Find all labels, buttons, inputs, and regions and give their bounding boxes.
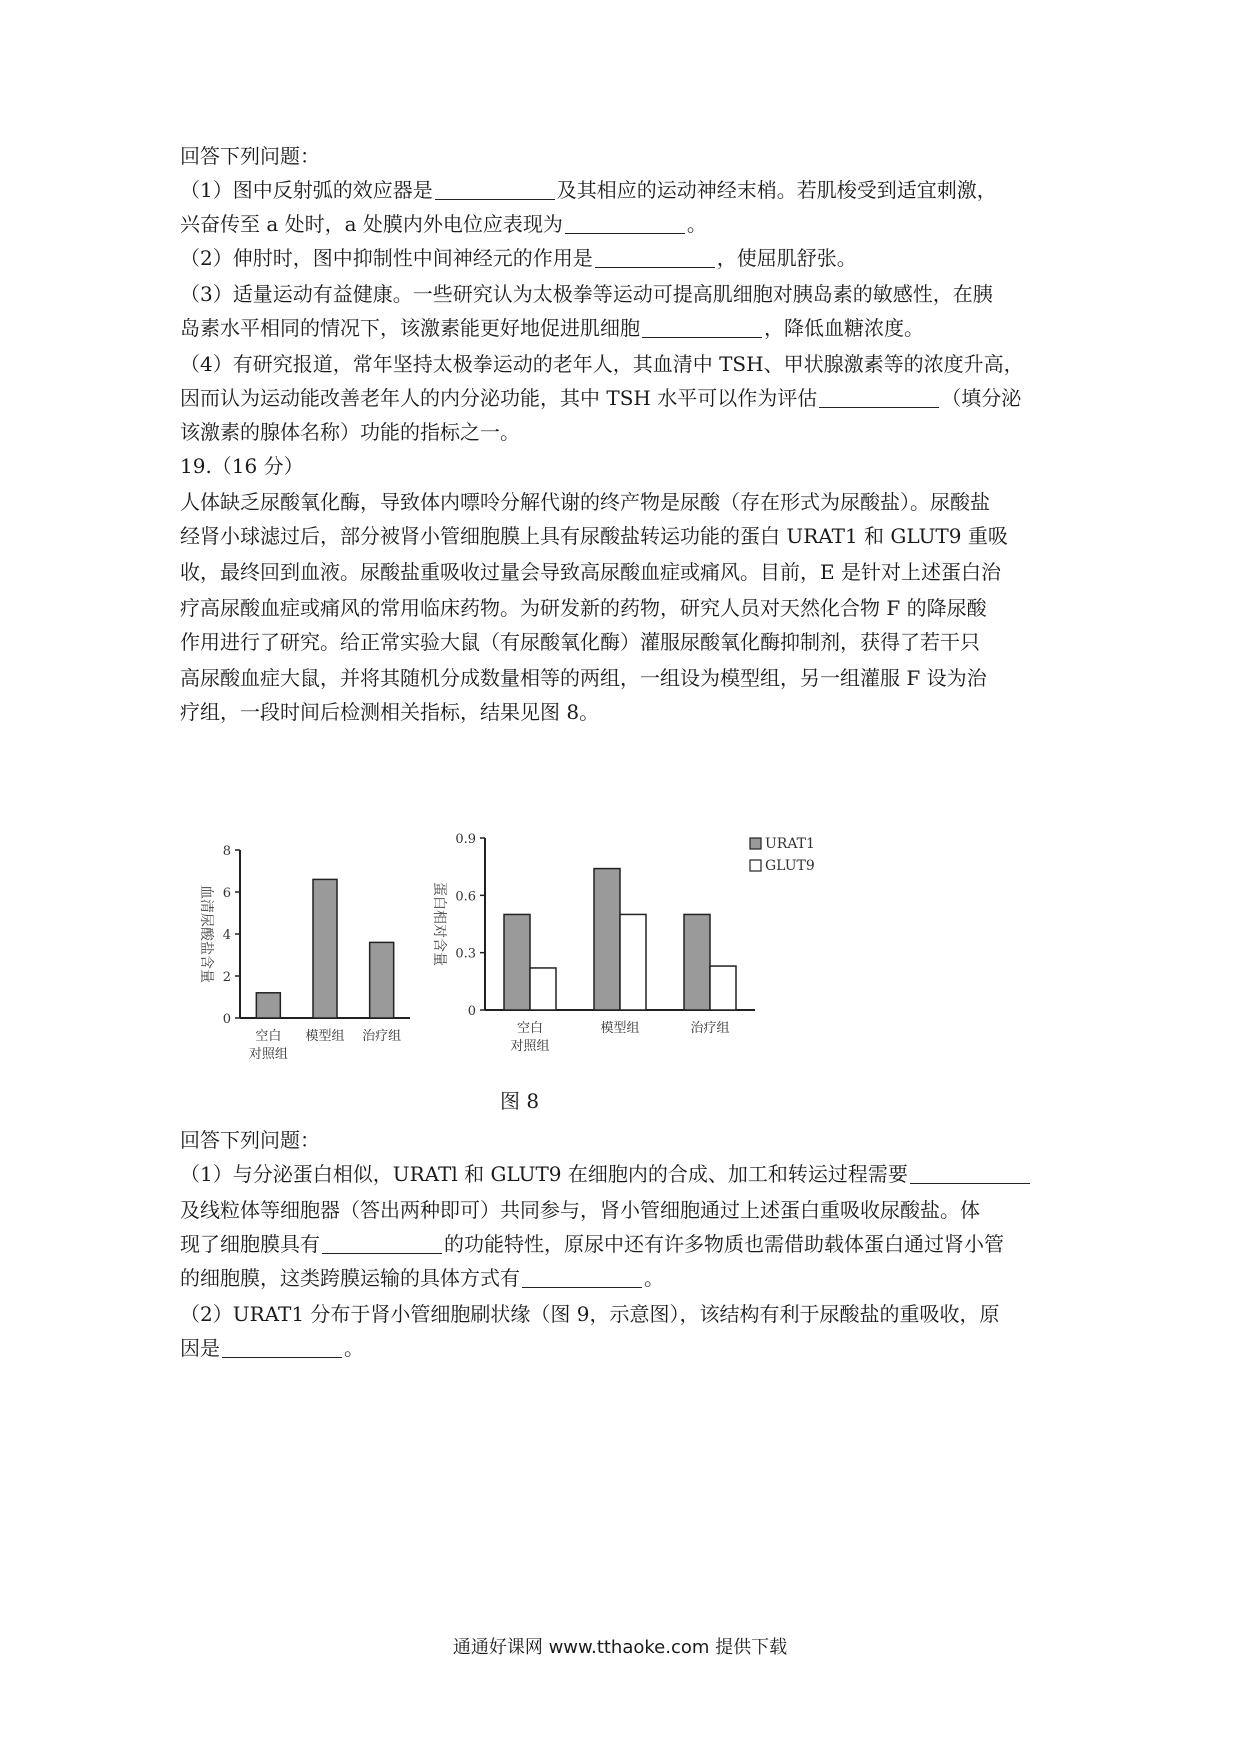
chart2-y-tick-label: 0.9 bbox=[455, 832, 476, 847]
figure-8 bbox=[180, 830, 1080, 1090]
q19-p1-text-d: 的功能特性，原尿中还有许多物质也需借助载体蛋白通过肾小管 bbox=[444, 1232, 1004, 1256]
chart2-x-tick-label: 对照组 bbox=[510, 1039, 550, 1054]
q19-p1-text-e: 的细胞膜，这类跨膜运输的具体方式有 bbox=[180, 1266, 520, 1290]
chart2-bar-glut9 bbox=[710, 966, 736, 1010]
q19-p1-text-a: （1）与分泌蛋白相似，URATl 和 GLUT9 在细胞内的合成、加工和转运过程需要 bbox=[180, 1162, 908, 1186]
chart2-y-tick-label: 0.3 bbox=[455, 946, 476, 962]
q18-p1-text-c: 兴奋传至 a 处时，a 处膜内外电位应表现为 bbox=[180, 212, 563, 236]
q18-p3-text-c: ，降低血糖浓度。 bbox=[764, 316, 924, 340]
q18-part1-line2 bbox=[180, 210, 1070, 238]
answer-blank[interactable] bbox=[595, 247, 715, 268]
chart2-bar-glut9 bbox=[620, 914, 646, 1010]
figure-8-charts bbox=[180, 830, 1080, 1090]
q19-p1-text-c: 现了细胞膜具有 bbox=[180, 1232, 320, 1256]
figure-caption: 图 8 bbox=[500, 1089, 540, 1113]
chart1-y-tick-label: 4 bbox=[222, 928, 231, 943]
q19-intro-line: 疗组，一段时间后检测相关指标，结果见图 8。 bbox=[180, 700, 600, 724]
chart1-y-axis-label: 血清尿酸盐含量 bbox=[198, 885, 214, 983]
chart2-x-tick-label: 模型组 bbox=[600, 1021, 640, 1036]
chart2-bar-urat1 bbox=[594, 869, 620, 1010]
q18-part4-line3: 该激素的腺体名称）功能的指标之一。 bbox=[180, 420, 520, 444]
q18-p1-text-d: 。 bbox=[686, 212, 707, 236]
q19-part1-line2: 及线粒体等细胞器（答出两种即可）共同参与，肾小管细胞通过上述蛋白重吸收尿酸盐。体 bbox=[180, 1198, 980, 1222]
q18-part3-line1: （3）适量运动有益健康。一些研究认为太极拳等运动可提高肌细胞对胰岛素的敏感性，在胰 bbox=[180, 282, 993, 306]
chart2-y-tick-label: 0.6 bbox=[455, 889, 476, 905]
chart1-y-tick-label: 0 bbox=[222, 1012, 231, 1027]
answer-blank[interactable] bbox=[522, 1267, 642, 1288]
chart2-legend-swatch bbox=[750, 860, 761, 871]
chart2-y-axis-label: 蛋白相对含量 bbox=[431, 882, 447, 966]
q19-part1-line4 bbox=[180, 1264, 1070, 1292]
answer-blank[interactable] bbox=[222, 1337, 342, 1358]
q19-part1-line1 bbox=[180, 1160, 1070, 1188]
answer-blank[interactable] bbox=[322, 1233, 442, 1254]
q19-answer-prompt: 回答下列问题： bbox=[180, 1128, 320, 1152]
chart2-legend-label: GLUT9 bbox=[765, 858, 815, 874]
q18-answer-prompt: 回答下列问题： bbox=[180, 144, 320, 168]
q19-part1-line3 bbox=[180, 1230, 1070, 1258]
q18-p3-text-b: 岛素水平相同的情况下，该激素能更好地促进肌细胞 bbox=[180, 316, 640, 340]
chart2-bar-urat1 bbox=[504, 914, 530, 1010]
q18-p1-text-b: 及其相应的运动神经末梢。若肌梭受到适宜刺激， bbox=[556, 178, 997, 202]
q19-intro-line: 疗高尿酸血症或痛风的常用临床药物。为研发新的药物，研究人员对天然化合物 F 的降尿酸 bbox=[180, 596, 987, 620]
q18-p1-text-a: （1）图中反射弧的效应器是 bbox=[180, 178, 433, 202]
q18-p2-text-a: （2）伸肘时，图中抑制性中间神经元的作用是 bbox=[180, 246, 593, 270]
q18-p4-text-c: （填分泌 bbox=[941, 386, 1022, 410]
chart1-bar bbox=[313, 879, 337, 1018]
chart2-y-tick-label: 0 bbox=[467, 1004, 476, 1019]
q19-heading: 19.（16 分） bbox=[180, 454, 304, 478]
chart2-x-tick-label: 空白 bbox=[516, 1021, 544, 1036]
q18-part3-line2 bbox=[180, 314, 1070, 342]
answer-blank[interactable] bbox=[565, 213, 685, 234]
q19-intro-line: 高尿酸血症大鼠，并将其随机分成数量相等的两组，一组设为模型组，另一组灌服 F 设为治 bbox=[180, 666, 987, 690]
chart1-x-tick-label: 模型组 bbox=[305, 1029, 345, 1044]
answer-blank[interactable] bbox=[819, 387, 939, 408]
chart1-bar bbox=[370, 942, 394, 1018]
answer-blank[interactable] bbox=[642, 317, 762, 338]
q18-p2-text-b: ，使屈肌舒张。 bbox=[716, 246, 857, 270]
q18-part2 bbox=[180, 244, 1070, 272]
q19-intro-line: 收，最终回到血液。尿酸盐重吸收过量会导致高尿酸血症或痛风。目前，E 是针对上述蛋白治 bbox=[180, 560, 1001, 584]
q19-intro-line: 作用进行了研究。给正常实验大鼠（有尿酸氧化酶）灌服尿酸氧化酶抑制剂，获得了若干只 bbox=[180, 630, 980, 654]
answer-blank[interactable] bbox=[910, 1163, 1030, 1184]
q19-p2-text-c: 。 bbox=[344, 1336, 364, 1360]
q19-intro-line: 人体缺乏尿酸氧化酶，导致体内嘌呤分解代谢的终产物是尿酸（存在形式为尿酸盐）。尿酸盐 bbox=[180, 490, 990, 514]
chart1-x-tick-label: 对照组 bbox=[248, 1047, 288, 1062]
chart2-legend-swatch bbox=[750, 838, 761, 849]
q18-part4-line2 bbox=[180, 384, 1070, 412]
chart2-bar-urat1 bbox=[684, 914, 710, 1010]
q18-p4-text-b: 因而认为运动能改善老年人的内分泌功能，其中 TSH 水平可以作为评估 bbox=[180, 386, 818, 410]
chart2-bar-glut9 bbox=[530, 968, 556, 1010]
chart2-x-tick-label: 治疗组 bbox=[690, 1021, 730, 1036]
q19-part2-line1: （2）URAT1 分布于肾小管细胞刷状缘（图 9，示意图），该结构有利于尿酸盐的重吸收，原 bbox=[180, 1302, 1000, 1326]
q18-part4-line1: （4）有研究报道，常年坚持太极拳运动的老年人，其血清中 TSH、甲状腺激素等的浓度升高， bbox=[180, 352, 1024, 376]
q19-part2-line2 bbox=[180, 1334, 1070, 1362]
chart1-x-tick-label: 治疗组 bbox=[362, 1029, 402, 1044]
q18-part1-line1 bbox=[180, 176, 1070, 204]
chart1-x-tick-label: 空白 bbox=[255, 1029, 282, 1044]
footer-credit: 通通好课网 www.tthaoke.com 提供下载 bbox=[452, 1637, 788, 1658]
chart1-y-tick-label: 8 bbox=[222, 844, 231, 859]
chart2-legend-label: URAT1 bbox=[765, 836, 815, 852]
answer-blank[interactable] bbox=[435, 179, 555, 200]
chart1-y-tick-label: 2 bbox=[222, 970, 231, 985]
chart1-y-tick-label: 6 bbox=[222, 886, 231, 901]
q19-intro-line: 经肾小球滤过后，部分被肾小管细胞膜上具有尿酸盐转运功能的蛋白 URAT1 和 GLUT9 重吸 bbox=[180, 524, 1008, 548]
q19-p2-text-b: 因是 bbox=[180, 1336, 220, 1360]
q19-p1-text-f: 。 bbox=[644, 1266, 664, 1290]
chart1-bar bbox=[256, 993, 280, 1018]
